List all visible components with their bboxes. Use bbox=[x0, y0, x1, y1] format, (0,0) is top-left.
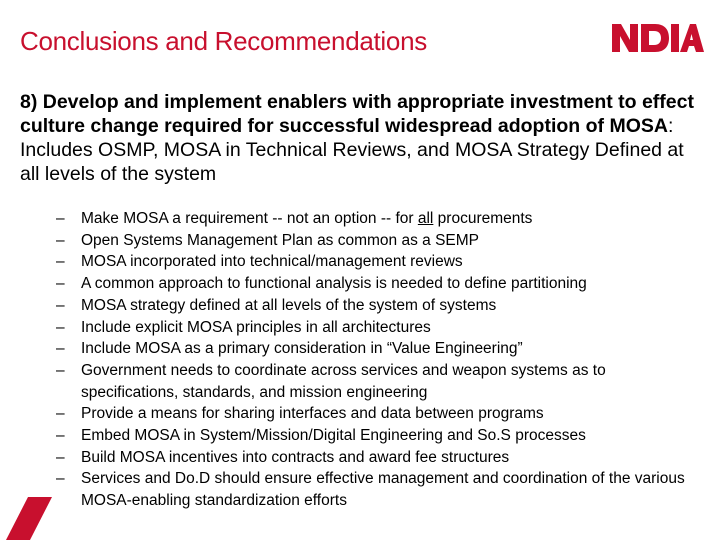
list-item: – MOSA strategy defined at all levels of the system of systems bbox=[56, 295, 696, 317]
list-item: – Build MOSA incentives into contracts and award fee structures bbox=[56, 447, 696, 469]
list-item: – MOSA incorporated into technical/management reviews bbox=[56, 251, 696, 273]
list-item: – Embed MOSA in System/Mission/Digital Engineering and So.S processes bbox=[56, 425, 696, 447]
list-item: – Provide a means for sharing interfaces and data between programs bbox=[56, 403, 696, 425]
bullet-dash: – bbox=[56, 470, 65, 488]
recommendation-heading bbox=[20, 90, 705, 186]
heading-regular: : Includes OSMP, MOSA in Technical Reviews, and MOSA Strategy Defined at all levels of the system bbox=[20, 115, 684, 185]
list-item: – Make MOSA a requirement -- not an option -- for all procurements bbox=[56, 208, 696, 230]
list-item: – Open Systems Management Plan as common as a SEMP bbox=[56, 230, 696, 252]
bullet-dash: – bbox=[56, 405, 65, 423]
logo-letter-d bbox=[641, 24, 669, 52]
bullet-dash: – bbox=[56, 296, 65, 314]
bullet-dash: – bbox=[56, 340, 65, 358]
bullet-dash: – bbox=[56, 253, 65, 271]
list-item: – Services and Do.D should ensure effective management and coordination of the various MOSA-enabling standardization efforts bbox=[56, 470, 685, 510]
bullet-dash: – bbox=[56, 448, 65, 466]
list-item: – Include explicit MOSA principles in all architectures bbox=[56, 317, 696, 339]
list-item: – Government needs to coordinate across services and weapon systems as to specifications, standards, and mission engineering bbox=[56, 361, 606, 401]
heading-bold: 8) Develop and implement enablers with appropriate investment to effect culture change required for successful widespread adoption of MOSA bbox=[20, 91, 694, 137]
emphasis-all: all bbox=[417, 210, 434, 227]
list-item: – A common approach to functional analysis is needed to define partitioning bbox=[56, 273, 696, 295]
bullet-dash: – bbox=[56, 210, 65, 227]
logo-letter-i bbox=[671, 24, 679, 52]
bullet-dash: – bbox=[56, 275, 65, 293]
logo-letter-n bbox=[612, 24, 638, 52]
ndia-logo bbox=[610, 20, 704, 56]
slide-title: Conclusions and Recommendations bbox=[20, 26, 427, 56]
bullet-dash: – bbox=[56, 361, 65, 379]
bullet-dash: – bbox=[56, 231, 65, 249]
bullet-dash: – bbox=[56, 427, 65, 445]
decorative-slash bbox=[6, 497, 52, 540]
bullet-dash: – bbox=[56, 318, 65, 336]
list-item: – Include MOSA as a primary consideration in “Value Engineering” bbox=[56, 338, 696, 360]
bullet-list bbox=[56, 208, 696, 512]
logo-text: NDIA bbox=[610, 20, 613, 21]
logo-letter-a bbox=[680, 24, 704, 52]
